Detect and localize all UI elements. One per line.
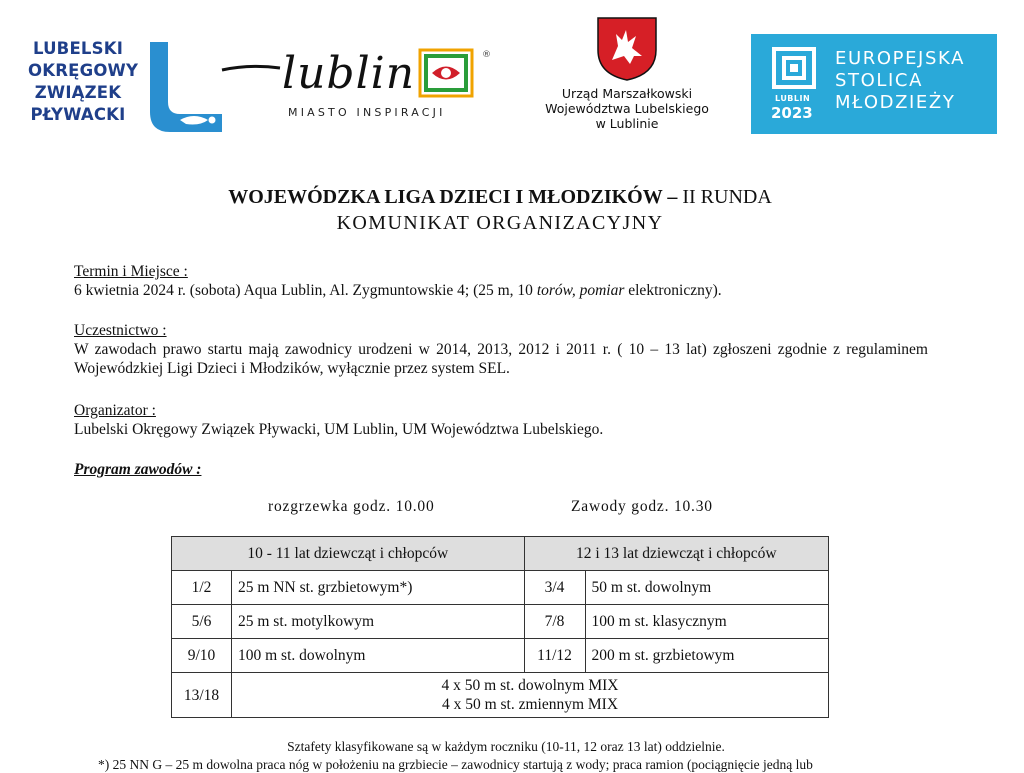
swimmer-l-icon xyxy=(146,40,226,134)
program-heading: Program zawodów : xyxy=(74,461,202,478)
uczestnictwo-heading: Uczestnictwo : xyxy=(74,322,167,339)
competition-time: Zawody godz. 10.30 xyxy=(571,498,713,515)
lublin-swoosh-icon xyxy=(220,50,282,90)
event-name: 50 m st. dowolnym xyxy=(585,571,828,605)
esm-year: 2023 xyxy=(771,104,813,122)
relay-event-1: 4 x 50 m st. dowolnym MIX xyxy=(441,677,619,694)
event-name: 100 m st. dowolnym xyxy=(232,639,525,673)
warmup-time: rozgrzewka godz. 10.00 xyxy=(268,498,435,515)
esm-title-line-2: STOLICA xyxy=(835,70,924,91)
section-organizator xyxy=(74,401,928,439)
urzad-marszalkowski-logo xyxy=(532,14,722,140)
document-subtitle: KOMUNIKAT ORGANIZACYJNY xyxy=(336,212,664,234)
registered-mark: ® xyxy=(482,50,491,60)
urzad-text xyxy=(532,86,722,131)
deer-shield-icon xyxy=(596,16,658,82)
header-12-13: 12 i 13 lat dziewcząt i chłopców xyxy=(524,537,828,571)
termin-text-italic: torów, pomiar xyxy=(536,282,625,299)
lozp-line-4: PŁYWACKI xyxy=(30,105,126,124)
urzad-line-3: w Lublinie xyxy=(595,116,659,131)
program-table xyxy=(171,536,829,718)
document-title xyxy=(0,186,1000,209)
header-10-11: 10 - 11 lat dziewcząt i chłopców xyxy=(172,537,525,571)
section-program xyxy=(74,460,928,479)
lozp-logo-text xyxy=(28,38,139,126)
section-termin xyxy=(74,262,928,300)
lublin-logo xyxy=(220,44,500,128)
urzad-line-2: Województwa Lubelskiego xyxy=(545,101,709,116)
section-uczestnictwo xyxy=(74,321,928,378)
esm-emblem-icon xyxy=(771,46,817,90)
relay-classification-note: Sztafety klasyfikowane są w każdym roczniku (10-11, 12 oraz 13 lat) oddzielnie. xyxy=(287,739,725,754)
relay-events xyxy=(232,673,829,718)
event-number: 11/12 xyxy=(524,639,585,673)
event-name: 200 m st. grzbietowym xyxy=(585,639,828,673)
title-bold-part: WOJEWÓDZKA LIGA DZIECI I MŁODZIKÓW – xyxy=(228,186,678,208)
event-number: 1/2 xyxy=(172,571,232,605)
termin-text-a: 6 kwietnia 2024 r. (sobota) Aqua Lublin, Al. Zygmuntowskie 4; (25 m, 10 xyxy=(74,282,537,299)
lozp-line-1: LUBELSKI xyxy=(32,39,124,58)
uczestnictwo-text: W zawodach prawo startu mają zawodnicy urodzeni w 2014, 2013, 2012 i 2011 r. ( 10 – 13 lat) zgłoszeni zgodnie z regulaminem Wojewódzkiej Ligi Dzieci i Młodzików, wyłącznie przez system SEL. xyxy=(74,341,928,377)
title-round: II RUNDA xyxy=(677,186,772,208)
lozp-line-3: ZWIĄZEK xyxy=(34,83,122,102)
esm-city: LUBLIN xyxy=(775,94,811,103)
event-name: 100 m st. klasycznym xyxy=(585,605,828,639)
event-name: 25 m NN st. grzbietowym*) xyxy=(232,571,525,605)
table-row xyxy=(172,639,829,673)
table-header-row xyxy=(172,537,829,571)
lozp-line-2: OKRĘGOWY xyxy=(28,61,139,80)
urzad-line-1: Urząd Marszałkowski xyxy=(561,86,693,101)
table-row xyxy=(172,605,829,639)
termin-heading: Termin i Miejsce : xyxy=(74,263,188,280)
termin-text xyxy=(74,281,928,300)
esm-title-line-1: EUROPEJSKA xyxy=(835,48,965,69)
footnote: *) 25 NN G – 25 m dowolna praca nóg w położeniu na grzbiecie – zawodnicy startują z wody; praca ramion (pociągnięcie jedną lub xyxy=(98,757,813,772)
relay-event-2: 4 x 50 m st. zmiennym MIX xyxy=(441,696,619,713)
esm-title xyxy=(835,48,965,114)
relay-event-number: 13/18 xyxy=(172,673,232,718)
table-row xyxy=(172,571,829,605)
lublin-castle-icon xyxy=(418,48,474,98)
table-row-relay xyxy=(172,673,829,718)
termin-text-b: elektroniczny). xyxy=(624,282,722,299)
esm-logo xyxy=(751,34,997,134)
organizator-heading: Organizator : xyxy=(74,402,156,419)
event-number: 5/6 xyxy=(172,605,232,639)
event-number: 7/8 xyxy=(524,605,585,639)
event-name: 25 m st. motylkowym xyxy=(232,605,525,639)
lublin-tagline: MIASTO INSPIRACJI xyxy=(288,106,446,119)
lozp-logo xyxy=(28,36,233,136)
esm-title-line-3: MŁODZIEŻY xyxy=(835,92,956,113)
organizator-text: Lubelski Okręgowy Związek Pływacki, UM Lublin, UM Województwa Lubelskiego. xyxy=(74,421,604,438)
lublin-wordmark: lublin xyxy=(282,48,416,99)
event-number: 9/10 xyxy=(172,639,232,673)
event-number: 3/4 xyxy=(524,571,585,605)
